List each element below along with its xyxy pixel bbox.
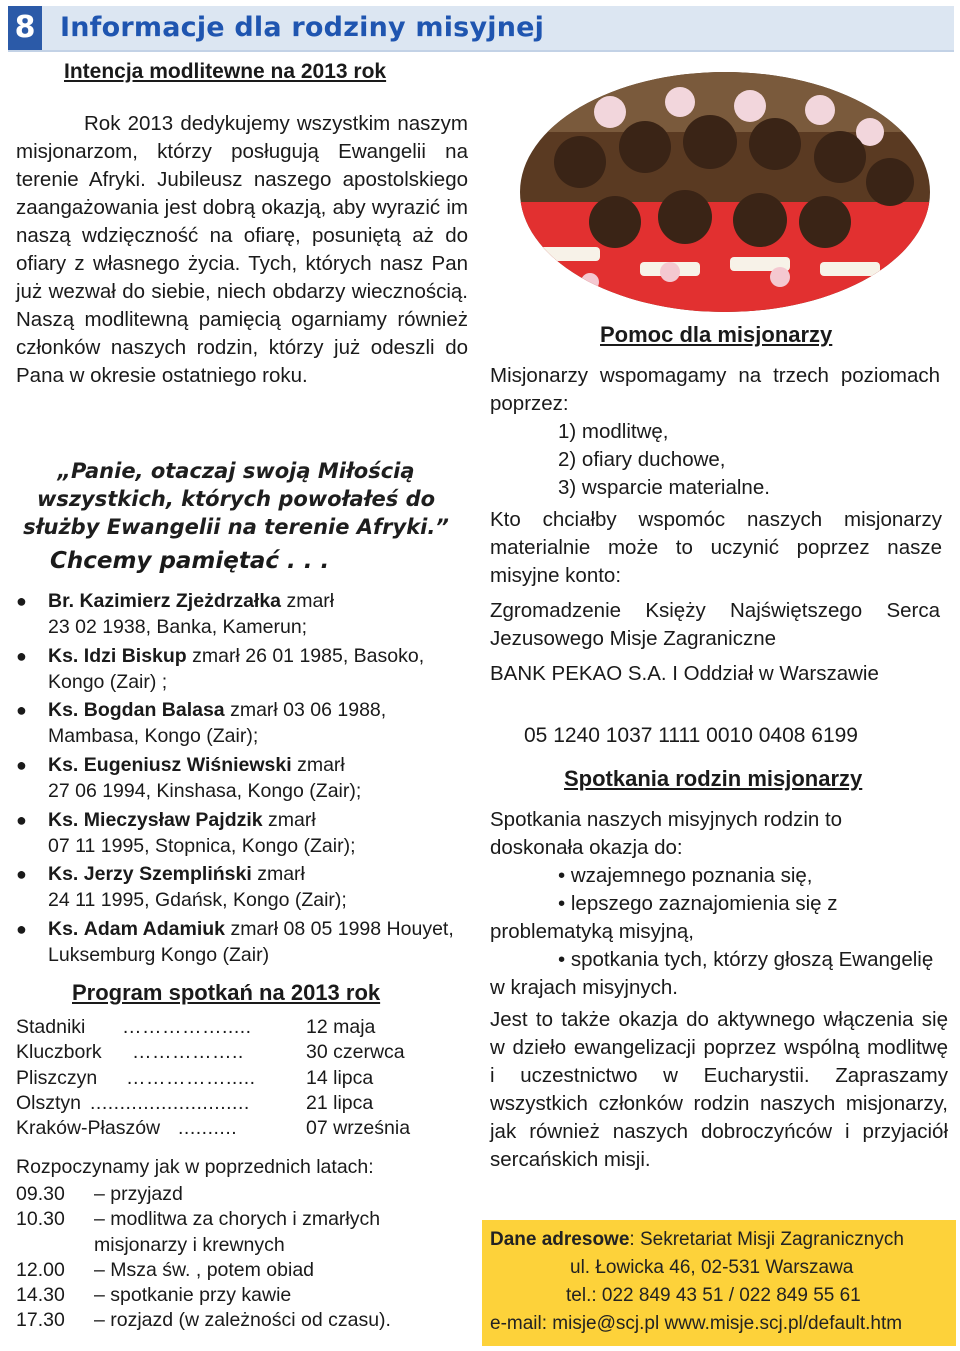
address-label: Dane adresowe [490,1229,630,1250]
intention-title: Intencja modlitewne na 2013 rok [64,60,387,83]
children-photo [520,72,930,312]
bullet-icon: ● [16,809,27,830]
list-item: ● Ks. Bogdan Balasa zmarł 03 06 1988, Mambasa, Kongo (Zair); [16,699,387,748]
program-title: Program spotkań na 2013 rok [72,980,381,1005]
remember-heading: Chcemy pamiętać . . . [50,548,330,574]
page-title: Informacje dla rodziny misyjnej [60,12,545,43]
list-item: 10.30 – modlitwa za chorych i zmarłych misjonarzy i krewnych [16,1208,381,1256]
address-org: : Sekretariat Misji Zagranicznych [629,1229,904,1250]
list-item: ● Br. Kazimierz Zjeżdrzałka zmarł 23 02 1938, Banka, Kamerun; [16,590,335,638]
address-email: e-mail: misje@scj.pl www.misje.scj.pl/default.htm [490,1313,903,1334]
list-item: 09.30 – przyjazd [16,1183,183,1205]
table-row: Stadniki ……………..... 12 maja [16,1016,376,1038]
list-item: 17.30 – rozjazd (w zależności od czasu). [16,1309,391,1332]
address-phone: tel.: 022 849 43 51 / 022 849 55 61 [566,1285,861,1306]
missionaries-list [16,588,456,971]
list-item: 14.30 – spotkanie przy kawie [16,1284,292,1307]
help-bank: BANK PEKAO S.A. I Oddział w Warszawie [490,662,879,685]
meetings-schedule [16,1016,436,1142]
list-item: ● Ks. Mieczysław Pajdzik zmarł 07 11 1995, Stopnica, Kongo (Zair); [16,808,356,857]
meetings-text: Jest to także okazja do aktywnego włączenia się w dzieło ewangelizacji poprzez wspólną modlitwę i uczestnictwo w Eucharystii. Zapraszamy wszystkich członków rodzin naszych misjonarzy, jak również naszych dobroczyńców i przyjaciół sercańskich misji. [490,1008,948,1171]
help-title: Pomoc dla misjonarzy [600,322,833,347]
bullet-icon: ● [16,864,27,885]
page-header [8,6,954,52]
bullet-icon: ● [16,645,27,666]
address-box [482,1220,956,1346]
day-schedule [16,1182,436,1334]
list-item: • lepszego zaznajomienia się z problematyką misyjną, [490,892,838,943]
list-item: • spotkania tych, którzy głoszą Ewangelię w krajach misyjnych. [490,948,934,999]
list-item: • wzajemnego poznania się, [558,864,813,887]
help-text: Kto chciałby wspomóc naszych misjonarzy materialnie może to uczynić poprzez nasze misyjne konto: [490,508,942,587]
list-item: ● Ks. Eugeniusz Wiśniewski zmarł 27 06 1994, Kinshasa, Kongo (Zair); [16,754,362,803]
bullet-icon: ● [16,919,27,940]
page-number: 8 [8,6,42,50]
help-intro: Misjonarzy wspomagamy na trzech poziomach poprzez: [490,364,940,415]
list-item: 2) ofiary duchowe, [558,448,726,471]
help-levels [558,418,938,502]
bullet-icon: ● [16,591,27,611]
help-org: Zgromadzenie Księży Najświętszego Serca Jezusowego Misje Zagraniczne [490,599,940,650]
account-number: 05 1240 1037 1111 0010 0408 6199 [524,724,858,747]
list-item: 3) wsparcie materialne. [558,476,770,499]
address-street: ul. Łowicka 46, 02-531 Warszawa [570,1257,854,1278]
bullet-icon: ● [16,755,27,776]
table-row: Kluczbork …………….. 30 czerwca [16,1041,405,1064]
intention-text: Rok 2013 dedykujemy wszystkim naszym misjonarzom, którzy posługują Ewangelii na terenie Afryki. Jubileusz naszego apostolskiego zaangażowania jest dobrą okazją, aby wyrazić im naszą wdzięczność na ofiarę, posuniętą aż do ofiary z własnego życia. Tych, których nasz Pan już wezwał do siebie, niech obdarzy wiecznością. Naszą modlitewną pamięcią ogarniamy również członków naszych rodzin, którzy już odeszli do Pana w okresie ostatniego roku. [16,112,468,387]
bullet-icon: ● [16,700,27,721]
list-item: ● Ks. Adam Adamiuk zmarł 08 05 1998 Houyet, Luksemburg Kongo (Zair) [16,918,454,967]
list-item: 1) modlitwę, [558,420,669,443]
intention-quote: „Panie, otaczaj swoją Miłością wszystkich, których powołałeś do służby Ewangelii na terenie Afryki.” [23,459,449,539]
list-item: ● Ks. Idzi Biskup zmarł 26 01 1985, Basoko, Kongo (Zair) ; [16,644,425,693]
list-item: ● Ks. Jerzy Szempliński zmarł 24 11 1995, Gdańsk, Kongo (Zair); [16,863,347,912]
meetings-intro: Spotkania naszych misyjnych rodzin to doskonała okazja do: [490,808,843,859]
table-row: Kraków-Płaszów .......... 07 września [16,1117,411,1140]
photo-illustration [520,72,930,312]
table-row: Pliszczyn ……………..... 14 lipca [16,1066,374,1089]
meetings-title: Spotkania rodzin misjonarzy [564,766,863,791]
list-item: 12.00 – Msza św. , potem obiad [16,1258,315,1281]
schedule-intro: Rozpoczynamy jak w poprzednich latach: [16,1156,374,1178]
meetings-points [490,862,940,1002]
table-row: Olsztyn ........................... 21 lipca [16,1091,374,1114]
